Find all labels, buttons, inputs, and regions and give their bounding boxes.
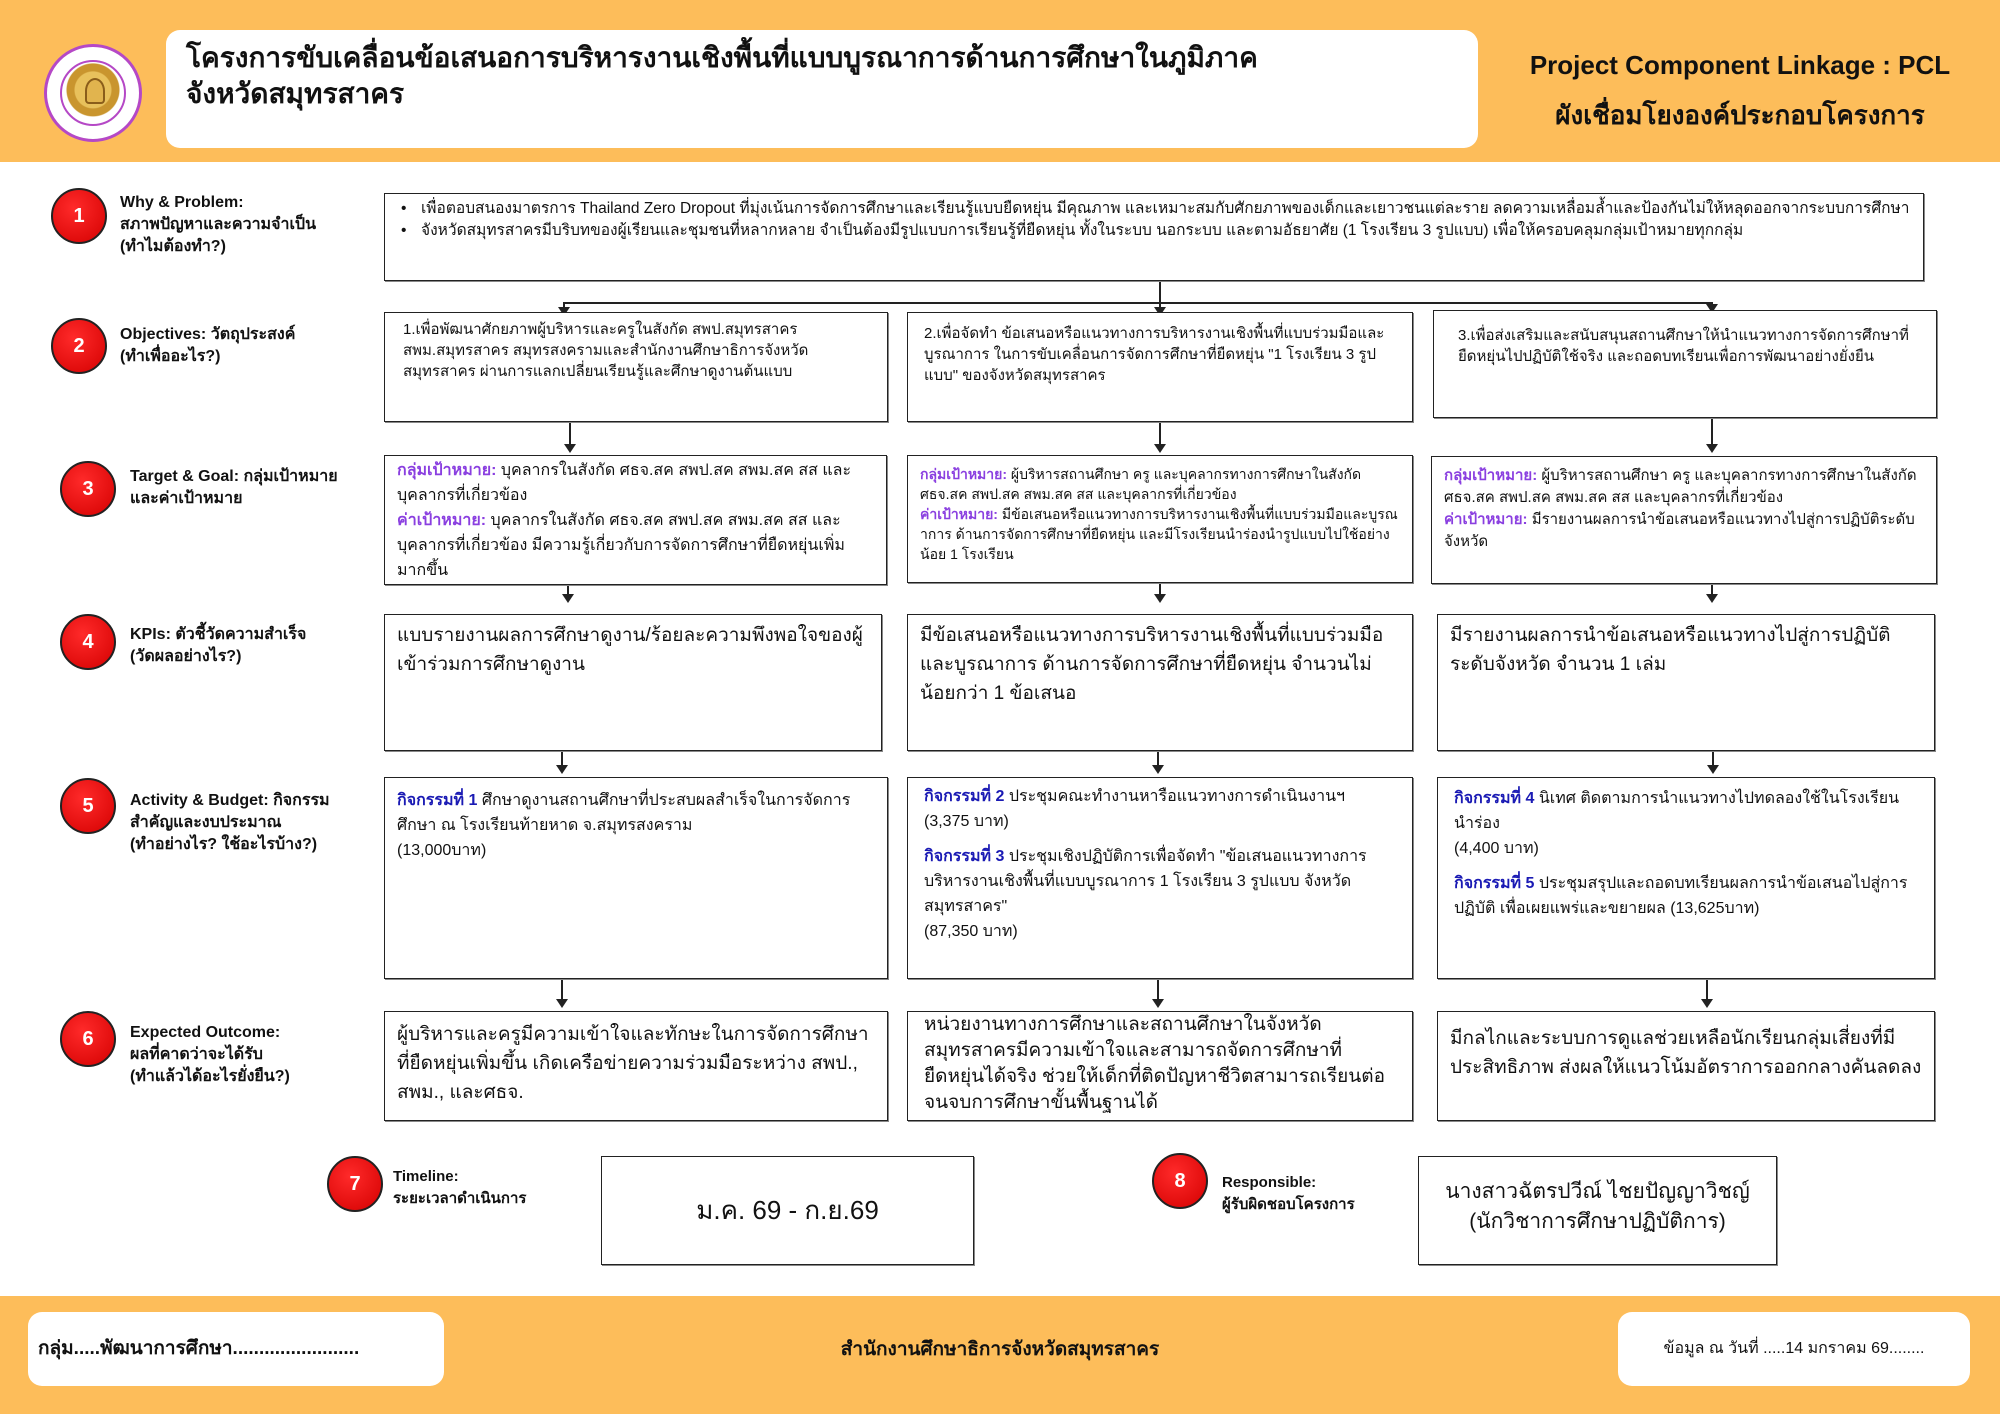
arrow-down-icon: [1154, 594, 1166, 603]
activity-text: ประชุมเชิงปฏิบัติการเพื่อจัดทำ "ข้อเสนอแนวทางการบริหารงานเชิงพื้นที่แบบบูรณาการ 1 โรงเรียน 3 รูปแบบ จังหวัดสมุทรสาคร": [924, 848, 1367, 915]
row-label-question: (ทำอย่างไร? ใช้อะไรบ้าง?): [130, 836, 318, 853]
title-box: [166, 30, 1478, 148]
goal-label: ค่าเป้าหมาย:: [920, 506, 998, 522]
responsible-name: นางสาวฉัตรปวีณ์ ไชยปัญญาวิชญ์: [1445, 1180, 1750, 1203]
goal-text: บุคลากรในสังกัด ศธจ.สค สพป.สค สพม.สค สส และบุคลากรที่เกี่ยวข้อง มีความรู้เกี่ยวกับการจัดการศึกษาที่ยืดหยุ่นเพิ่มมากขึ้น: [397, 512, 845, 579]
connector: [1711, 419, 1713, 446]
connector: [569, 423, 571, 446]
pcl-english: Project Component Linkage : PCL: [1529, 50, 1951, 80]
connector: [1157, 752, 1159, 766]
goal-label: ค่าเป้าหมาย:: [1444, 511, 1528, 528]
step-number-6: 6: [60, 1011, 116, 1067]
connector: [563, 302, 1713, 304]
target-group-text: บุคลากรในสังกัด ศธจ.สค สพป.สค สพม.สค สส และบุคลากรที่เกี่ยวข้อง: [397, 462, 852, 504]
arrow-down-icon: [1707, 765, 1719, 774]
footer-office: สำนักงานศึกษาธิการจังหวัดสมุทรสาคร: [840, 1339, 1160, 1360]
objective-box-3: 3.เพื่อส่งเสริมและสนับสนุนสถานศึกษาให้นำแนวทางการจัดการศึกษาที่ยืดหยุ่นไปปฏิบัติใช้จริง และถอดบทเรียนเพื่อการพัฒนาอย่างยั่งยืน: [1433, 310, 1937, 418]
step-number-2: 2: [51, 318, 107, 374]
activity-item: [924, 784, 1396, 834]
activity-item: [397, 788, 875, 863]
target-group-label: กลุ่มเป้าหมาย:: [1444, 467, 1538, 484]
connector: [561, 980, 563, 1000]
step-number-8: 8: [1152, 1153, 1208, 1209]
row-label-en: Activity & Budget: กิจกรรม: [130, 792, 330, 809]
activity-label: กิจกรรมที่ 1: [397, 792, 478, 809]
connector: [1159, 423, 1161, 446]
connector: [1706, 980, 1708, 1000]
row-label-th: ผู้รับผิดชอบโครงการ: [1222, 1196, 1355, 1213]
problem-box: [384, 193, 1924, 281]
arrow-down-icon: [562, 594, 574, 603]
footer-group: กลุ่ม.....พัฒนาการศึกษา........................: [28, 1312, 444, 1386]
step-number-1: 1: [51, 188, 107, 244]
step-number-5: 5: [60, 778, 116, 834]
activity-budget: (87,350 บาท): [924, 923, 1018, 940]
arrow-down-icon: [1701, 999, 1713, 1008]
target-box-1: [384, 455, 887, 585]
activity-text: ประชุมสรุปและถอดบทเรียนผลการนำข้อเสนอไปสู่การปฏิบัติ เพื่อเผยแพร่และขยายผล: [1454, 875, 1908, 917]
row-label-question: (ทำแล้วได้อะไรยั่งยืน?): [130, 1068, 290, 1085]
arrow-down-icon: [556, 765, 568, 774]
step-number-4: 4: [60, 614, 116, 670]
activity-budget: (3,375 บาท): [924, 813, 1009, 830]
outcome-box-2: หน่วยงานทางการศึกษาและสถานศึกษาในจังหวัดสมุทรสาครมีความเข้าใจและสามารถจัดการศึกษาที่ยืดหยุ่นได้จริง ช่วยให้เด็กที่ติดปัญหาชีวิตสามารถเรียนต่อจนจบการศึกษาขั้นพื้นฐานได้: [907, 1011, 1413, 1121]
row-label-th: และค่าเป้าหมาย: [130, 490, 243, 507]
timeline-box: ม.ค. 69 - ก.ย.69: [601, 1156, 974, 1265]
row-label-timeline: [393, 1166, 526, 1210]
target-group-text: ผู้บริหารสถานศึกษา ครู และบุคลากรทางการศึกษาในสังกัด ศธจ.สค สพป.สค สพม.สค สส และบุคลากรที่เกี่ยวข้อง: [920, 466, 1362, 502]
activity-box-1: [384, 777, 888, 979]
row-label-outcome: [130, 1022, 290, 1088]
activity-label: กิจกรรมที่ 2: [924, 788, 1005, 805]
activity-text: นิเทศ ติดตามการนำแนวทางไปทดลองใช้ในโรงเรียนนำร่อง: [1454, 790, 1900, 832]
activity-budget: (4,400 บาท): [1454, 840, 1539, 857]
row-label-en: KPIs: ตัวชี้วัดความสำเร็จ: [130, 626, 307, 643]
row-label-th: สภาพปัญหาและความจำเป็น: [120, 216, 317, 233]
row-label-en: Target & Goal: กลุ่มเป้าหมาย: [130, 468, 338, 485]
activity-item: [1454, 871, 1918, 921]
activity-label: กิจกรรมที่ 3: [924, 848, 1005, 865]
activity-text: ศึกษาดูงานสถานศึกษาที่ประสบผลสำเร็จในการจัดการศึกษา ณ โรงเรียนท้ายหาด จ.สมุทรสงคราม: [397, 792, 851, 834]
activity-label: กิจกรรมที่ 4: [1454, 790, 1535, 807]
row-label-question: (ทำไมต้องทำ?): [120, 238, 226, 255]
connector: [1157, 980, 1159, 1000]
arrow-down-icon: [1154, 444, 1166, 453]
step-number-3: 3: [60, 461, 116, 517]
connector: [1159, 282, 1161, 304]
project-title-line2: จังหวัดสมุทรสาคร: [186, 78, 405, 109]
pcl-thai: ผังเชื่อมโยงองค์ประกอบโครงการ: [1555, 100, 1925, 130]
footer-banner: [0, 1296, 2000, 1414]
outcome-box-1: ผู้บริหารและครูมีความเข้าใจและทักษะในการจัดการศึกษาที่ยืดหยุ่นเพิ่มขึ้น เกิดเครือข่ายความร่วมมือระหว่าง สพป., สพม., และศธจ.: [384, 1011, 888, 1121]
row-label-en: Responsible:: [1222, 1174, 1317, 1191]
arrow-down-icon: [1706, 594, 1718, 603]
row-label-target: [130, 466, 338, 510]
arrow-down-icon: [564, 444, 576, 453]
row-label-en: Expected Outcome:: [130, 1024, 281, 1041]
header-banner: [0, 0, 2000, 162]
step-number-7: 7: [327, 1156, 383, 1212]
row-label-why: [120, 192, 316, 258]
target-group-label: กลุ่มเป้าหมาย:: [920, 466, 1008, 482]
project-title-line1: โครงการขับเคลื่อนข้อเสนอการบริหารงานเชิงพื้นที่แบบบูรณาการด้านการศึกษาในภูมิภาค: [186, 42, 1258, 73]
footer-date: ข้อมูล ณ วันที่ .....14 มกราคม 69........: [1618, 1312, 1970, 1386]
activity-budget: (13,625บาท): [1670, 900, 1760, 917]
activity-item: [924, 844, 1396, 944]
row-label-objectives: [120, 324, 295, 368]
problem-item: • เพื่อตอบสนองมาตรการ Thailand Zero Dropout ที่มุ่งเน้นการจัดการศึกษาและเรียนรู้แบบยืดหยุ่น มีคุณภาพ และเหมาะสมกับศักยภาพของเด็กและเยาวชนแต่ละราย ลดความเหลื่อมล้ำและป้องกันไม่ให้หลุดออกจากระบบการศึกษา: [393, 198, 1915, 220]
row-label-en: Why & Problem:: [120, 194, 244, 211]
row-label-th: ผลที่คาดว่าจะได้รับ: [130, 1046, 263, 1063]
arrow-down-icon: [1706, 444, 1718, 453]
connector: [561, 752, 563, 766]
kpi-box-2: มีข้อเสนอหรือแนวทางการบริหารงานเชิงพื้นที่แบบร่วมมือและบูรณาการ ด้านการจัดการศึกษาที่ยืดหยุ่น จำนวนไม่น้อยกว่า 1 ข้อเสนอ: [907, 614, 1413, 751]
row-label-en: Objectives: วัตถุประสงค์: [120, 326, 296, 343]
row-label-responsible: [1222, 1172, 1355, 1216]
responsible-position: (นักวิชาการศึกษาปฏิบัติการ): [1469, 1210, 1726, 1233]
kpi-box-1: แบบรายงานผลการศึกษาดูงาน/ร้อยละความพึงพอใจของผู้เข้าร่วมการศึกษาดูงาน: [384, 614, 882, 751]
kpi-box-3: มีรายงานผลการนำข้อเสนอหรือแนวทางไปสู่การปฏิบัติระดับจังหวัด จำนวน 1 เล่ม: [1437, 614, 1935, 751]
row-label-question: (ทำเพื่ออะไร?): [120, 348, 221, 365]
responsible-box: [1418, 1156, 1777, 1265]
row-label-th: สำคัญและงบประมาณ: [130, 814, 282, 831]
activity-item: [1454, 786, 1918, 861]
target-box-3: [1431, 456, 1937, 584]
target-box-2: [907, 455, 1413, 583]
arrow-down-icon: [556, 999, 568, 1008]
row-label-th: ระยะเวลาดำเนินการ: [393, 1190, 527, 1207]
row-label-en: Timeline:: [393, 1168, 459, 1185]
connector: [1712, 752, 1714, 766]
activity-box-3: [1437, 777, 1935, 979]
row-label-question: (วัดผลอย่างไร?): [130, 648, 242, 665]
logo-inner-ring: [60, 60, 126, 126]
arrow-down-icon: [1152, 765, 1164, 774]
goal-label: ค่าเป้าหมาย:: [397, 512, 487, 529]
arrow-down-icon: [1152, 999, 1164, 1008]
activity-text: ประชุมคณะทำงานหารือแนวทางการดำเนินงานฯ: [1008, 788, 1345, 805]
activity-label: กิจกรรมที่ 5: [1454, 875, 1535, 892]
objective-box-2: 2.เพื่อจัดทำ ข้อเสนอหรือแนวทางการบริหารงานเชิงพื้นที่แบบร่วมมือและบูรณาการ ในการขับเคลื่อนการจัดการศึกษาที่ยืดหยุ่น "1 โรงเรียน 3 รูปแบบ" ของจังหวัดสมุทรสาคร: [907, 312, 1413, 422]
problem-item: • จังหวัดสมุทรสาครมีบริบทของผู้เรียนและชุมชนที่หลากหลาย จำเป็นต้องมีรูปแบบการเรียนรู้ที่ยืดหยุ่น ทั้งในระบบ นอกระบบ และตามอัธยาศัย (1 โรงเรียน 3 รูปแบบ) เพื่อให้ครอบคลุมกลุ่มเป้าหมายทุกกลุ่ม: [393, 220, 1915, 242]
row-label-kpis: [130, 624, 306, 668]
activity-budget: (13,000บาท): [397, 842, 487, 859]
activity-box-2: [907, 777, 1413, 979]
ministry-of-education-seal-icon: [44, 44, 142, 142]
pcl-heading: [1490, 40, 1990, 140]
goal-text: มีข้อเสนอหรือแนวทางการบริหารงานเชิงพื้นที่แบบร่วมมือและบูรณาการ ด้านการจัดการศึกษาที่ยืดหยุ่น และมีโรงเรียนนำร่องนำรูปแบบไปใช้อย่างน้อย 1 โรงเรียน: [920, 506, 1398, 562]
logo-emblem: [85, 78, 105, 104]
row-label-activity: [130, 790, 330, 856]
target-group-label: กลุ่มเป้าหมาย:: [397, 462, 497, 479]
objective-box-1: 1.เพื่อพัฒนาศักยภาพผู้บริหารและครูในสังกัด สพป.สมุทรสาคร สพม.สมุทรสาคร สมุทรสงครามและสำนักงานศึกษาธิการจังหวัดสมุทรสาคร ผ่านการแลกเปลี่ยนเรียนรู้และศึกษาดูงานต้นแบบ: [384, 312, 888, 422]
goal-text: มีรายงานผลการนำข้อเสนอหรือแนวทางไปสู่การปฏิบัติระดับจังหวัด: [1444, 511, 1915, 550]
target-group-text: ผู้บริหารสถานศึกษา ครู และบุคลากรทางการศึกษาในสังกัด ศธจ.สค สพป.สค สพม.สค สส และบุคลากรที่เกี่ยวข้อง: [1444, 467, 1917, 506]
outcome-box-3: มีกลไกและระบบการดูแลช่วยเหลือนักเรียนกลุ่มเสี่ยงที่มีประสิทธิภาพ ส่งผลให้แนวโน้มอัตราการออกกลางคันลดลง: [1437, 1011, 1935, 1121]
